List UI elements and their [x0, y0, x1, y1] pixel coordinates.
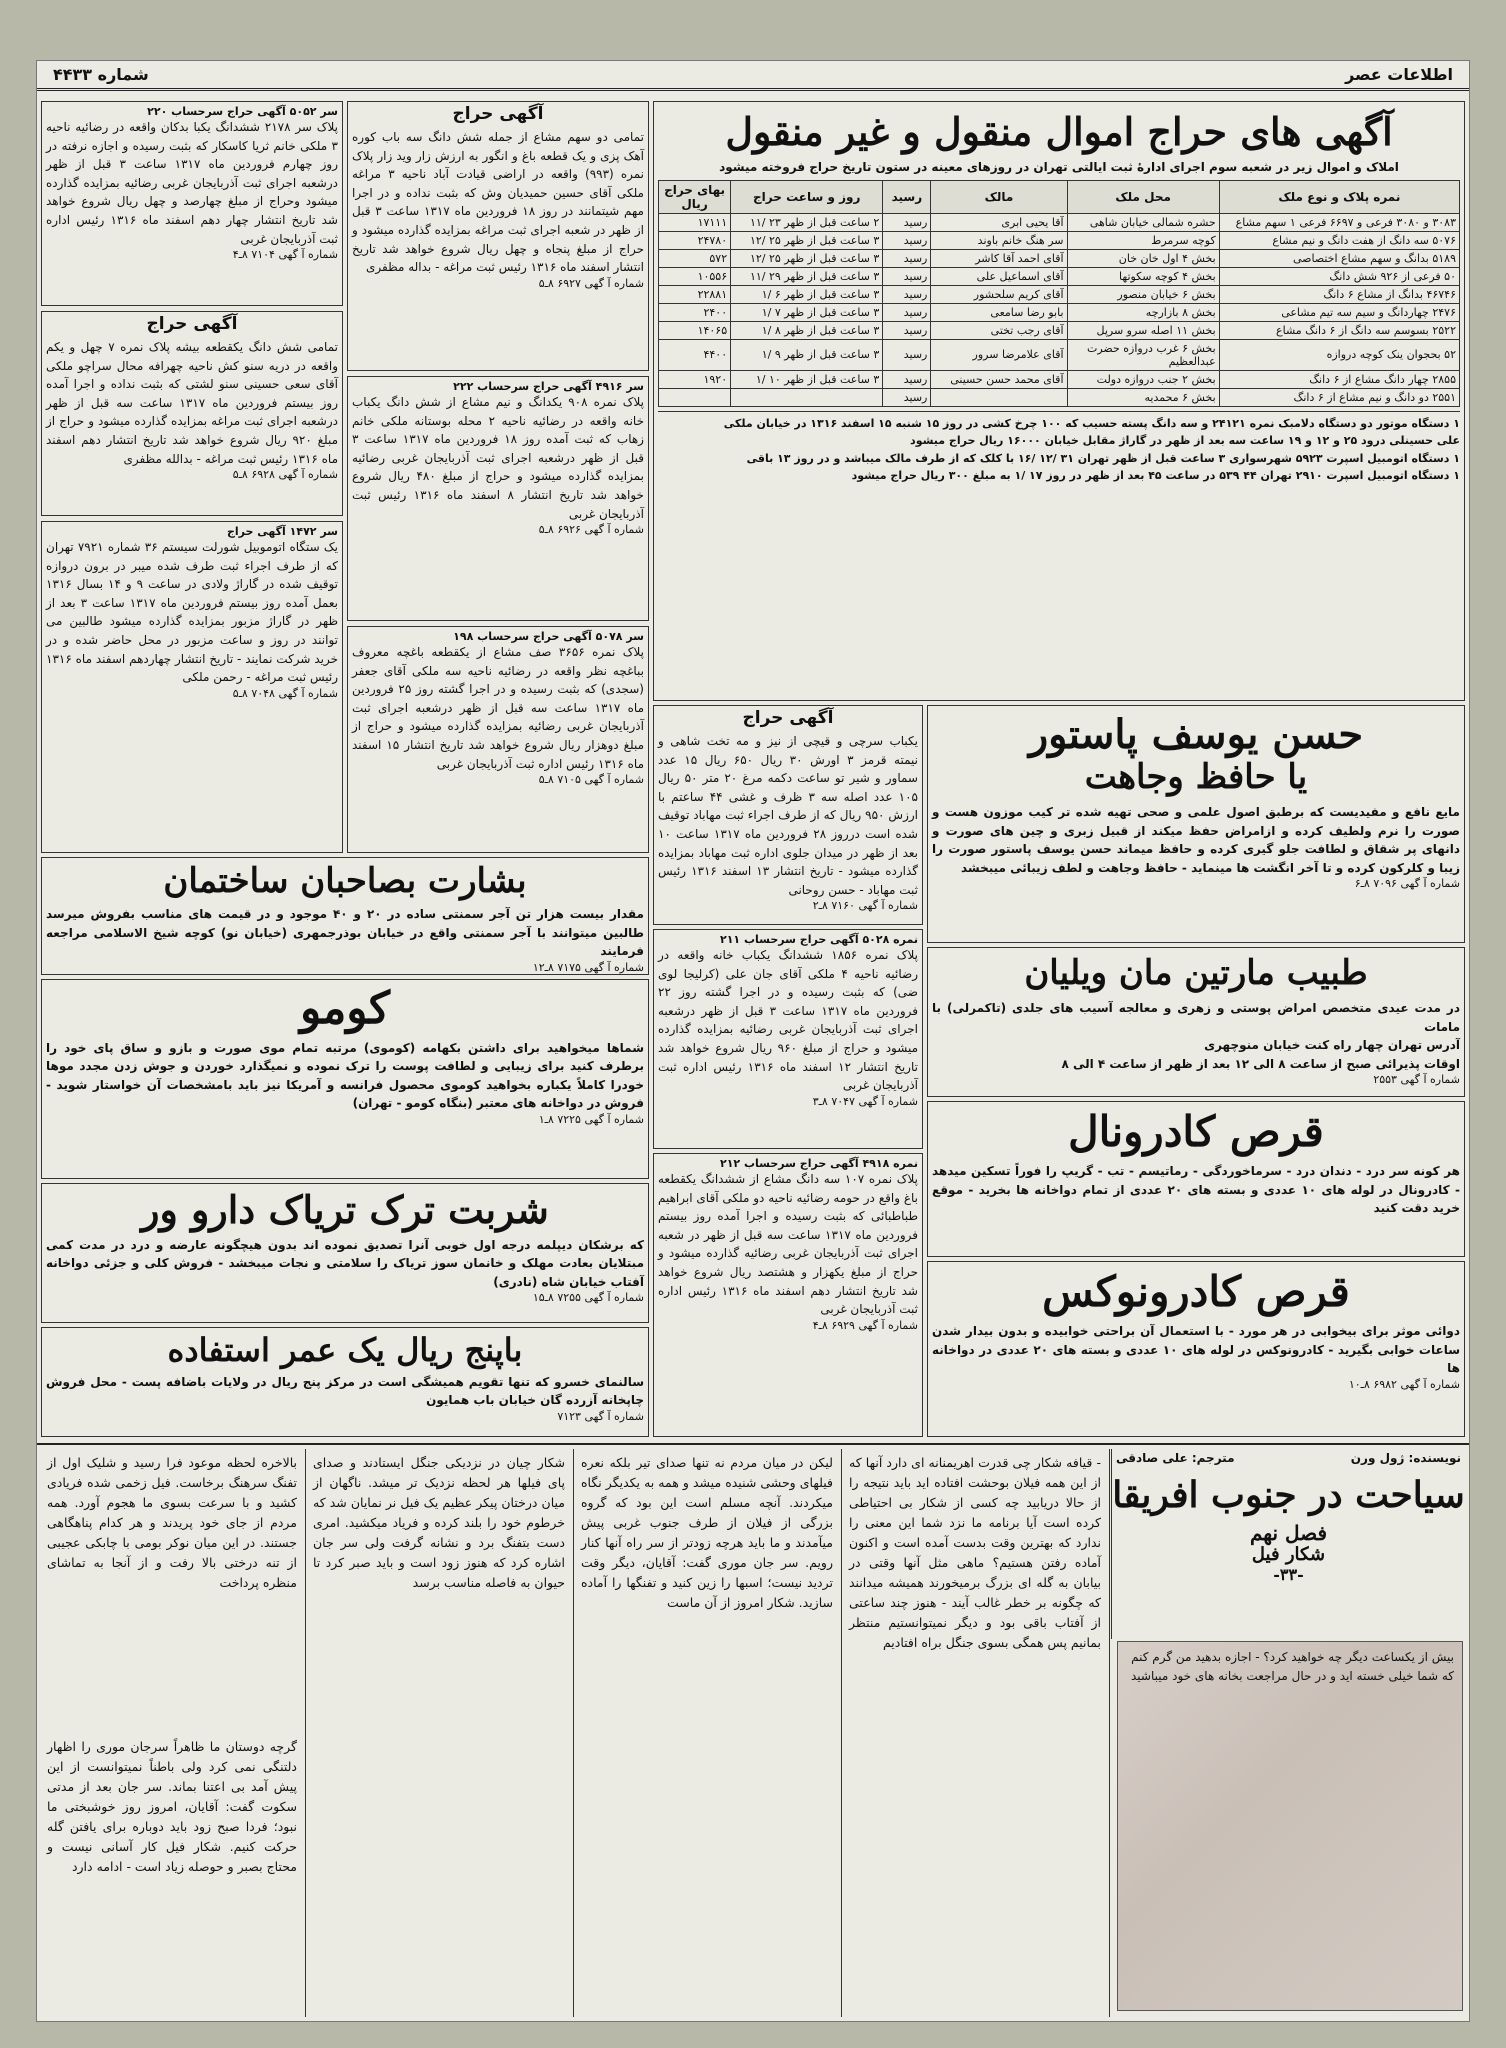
- cell: آقای کریم سلحشور: [931, 285, 1067, 303]
- ad-footer: شماره آ گهی ۷۰۴۷ ۸ـ۳: [812, 1094, 918, 1108]
- builders-footer: شماره آ گهی ۷۱۷۵ ۸ـ۱۲: [532, 960, 644, 974]
- ad-body: پلاک نمره ۱۰۷ سه دانگ مشاع از ششدانگ یکقطعه باغ واقع در حومه رضائیه ناحیه دو ملکی آقای ابراهیم طباطبائی که بثبت رسیده و اجرا آمده روز بیستم فروردین ماه ۱۳۱۷ ساعت سه قبل از ظهر در شعبه اجرای ثبت آذربایجان غربی رضائیه گذارده میشود و حراج از مبلغ یکهزار و هشتصد ریال شروع خواهد شد تاریخ انتشار دهم اسفند ماه ۱۳۱۶ رئیس اداره ثبت آذربایجان غربی: [658, 1172, 918, 1317]
- auction-note: ۱ دستگاه موتور دو دستگاه دلامبک نمره ۲۴۱۲۱ و سه دانگ پسته حسیب که ۱۰۰ چرخ کشی در روز ۱۵ شنبه ۱۵ اسفند ۱۳۱۶ در خیابان ملکی: [723, 416, 1460, 430]
- pasteur-body: مایع نافع و مفیدیست که برطبق اصول علمی و صحی تهیه شده تر کیب موزون هست و صورت را نرم ولطیف کرده و ازامراض حفظ میکند از قبیل زبری و چین های صورت و دانهای پر شقاق و لطافت جلو گیری کرده و حافظ میماند حسن یوسف پاستور صورت را زیبا و کلرکون کرده و تا آخر انگشت ها مینماید - حافظ وجاهت و لطف زیبائی میبخشد: [932, 805, 1460, 875]
- serial-chapter-title: شکار فیل: [1251, 1544, 1326, 1566]
- cell: بخش ۶ خیابان منصور: [1067, 285, 1219, 303]
- kumo-title: کومو: [300, 983, 390, 1034]
- ad-col1b-3: [653, 1153, 923, 1437]
- cell: رسید: [883, 285, 931, 303]
- cell: [659, 388, 731, 406]
- table-row: [659, 388, 1460, 406]
- serial-credits: [1112, 1449, 1465, 1467]
- serial-col-5: گرچه دوستان ما ظاهراً سرجان موری را اظهار دلتنگی نمی کرد ولی باطناً نمیتوانست از این پیش آمد بی اعتنا بماند. سر جان بعد از مدتی سکوت گفت: آقایان، امروز روز خوشبختی ما نبود؛ فردا صبح زود باید دوباره برای یافتن گله حرکت کنیم. شکار فیل کار آسانی نیست و محتاج بصبر و حوصله زیاد است - ادامه دارد: [47, 1739, 297, 1874]
- table-row: [659, 321, 1460, 339]
- kadronox-ad: [927, 1261, 1465, 1437]
- cell: [731, 388, 883, 406]
- cell: ۳ ساعت قبل از ظهر ۸ /۱: [731, 321, 883, 339]
- kadronal-body: هر کونه سر درد - دندان درد - سرماخوردگی - رماتیسم - تب - گریپ را فوراً تسکین میدهد - کادرونال در لوله های ۱۰ عددی و بسته های ۲۰ عددی از تمام دواخانه ها بخرید - موقع خرید دقت کنید: [932, 1164, 1461, 1216]
- ad-code: سر ۱۴۷۲ آگهی حراج: [226, 525, 338, 538]
- cell: ۵۰۷۶ سه دانگ از هفت دانگ و نیم مشاع: [1219, 231, 1459, 249]
- photo-caption: بیش از یکساعت دیگر چه خواهید کرد؟ - اجازه بدهید من گرم کنم که شما خیلی خسته اید و در حال مراجعت بخانه های خود میباشید: [1131, 1650, 1454, 1683]
- cell: ۳ ساعت قبل از ظهر ۲۵ /۱۲: [731, 249, 883, 267]
- cell: رسید: [883, 249, 931, 267]
- ad-footer: شماره آ گهی ۶۹۲۹ ۸ـ۴: [812, 1318, 918, 1332]
- col-receipt: رسید: [883, 180, 931, 213]
- masthead: [37, 61, 1469, 91]
- serial-col-2: لیکن در میان مردم نه تنها صدای تیر بلکه نعره فیلهای وحشی شنیده میشد و همه به یکدیگر نگاه میکردند. آنچه مسلم است این بود که گروه بزرگی از فیلان از طرف جنوب غربی پیش میآمدند و ما باید هرچه زودتر از سر راه آنها کنار رویم. سر جان موری گفت: آقایان، دیگر وقت تردید نیست؛ اسبها را زین کنید و تفنگها را آماده سازید. شکار امروز از آن ماست: [581, 1455, 833, 1610]
- cell: ۲۸۵۵ چهار دانگ مشاع از ۶ دانگ: [1219, 370, 1459, 388]
- col-plate: نمره پلاک و نوع ملک: [1219, 180, 1459, 213]
- cell: ۳ ساعت قبل از ظهر ۱۰ /۱: [731, 370, 883, 388]
- table-row: [659, 370, 1460, 388]
- pasteur-ad: [927, 705, 1465, 943]
- ad-body: تمامی دو سهم مشاع از جمله شش دانگ سه باب کوره آهک پزی و یک قطعه باغ و انگور به ارزش زار وید زار پلاک نمره (۹۹۳) واقعه در اراضی قیادت آباد ناحیه ۳ مراغه ملکی آقای حسین حمیدیان وش که بثبت نداده و در اجرا مهم شیتمانند در روز ۱۸ فروردین ماه ۱۳۱۷ ساعت ۳ قبل از ظهر در شعبه اجرای ثبت مراغه بمزایده گذارده میشود و حراج از مبلغ پنجاه و چهل ریال شروع خواهد شد تاریخ انتشار اسفند ماه ۱۳۱۶ رئیس ثبت مراغه - بداله مظفری: [352, 130, 645, 275]
- cell: رسید: [883, 231, 931, 249]
- opium-footer: شماره آ گهی ۷۲۵۵ ۸ـ۱۵: [532, 1291, 644, 1305]
- calendar-title: باپنج ریال یک عمر استفاده: [167, 1331, 523, 1369]
- ad-footer: شماره آ گهی ۶۹۲۸ ۸ـ۵: [232, 468, 338, 482]
- ad-col2-1: [347, 101, 649, 371]
- ad-title: آگهی حراج: [146, 314, 238, 334]
- serial-chapter: فصل نهم: [1249, 1521, 1328, 1546]
- cell: آقای محمد حسن حسینی: [931, 370, 1067, 388]
- kumo-footer: شماره آ گهی ۷۲۲۵ ۸ـ۱: [538, 1112, 644, 1126]
- ad-footer: شماره آ گهی ۷۱۰۴ ۸ـ۴: [232, 248, 338, 262]
- ad-body: پلاک نمره ۱۸۵۶ ششدانگ یکباب خانه واقعه در رضائیه ناحیه ۴ ملکی آقای جان علی (کرلیجا لوی ضی) که بثبت رسیده و در اجرا گشته روز ۲۲ فروردین ماه ۱۳۱۷ ساعت ۳ قبل از ظهر درشعبه اجرای ثبت آذربایجان غربی رضائیه بمزایده گذارده میشود و حراج از مبلغ ۹۶۰ ریال شروع خواهد شد تاریخ انتشار ۱۲ اسفند ماه ۱۳۱۶ رئیس اداره ثبت آذربایجان غربی: [658, 948, 918, 1093]
- cell: رسید: [883, 267, 931, 285]
- pasteur-subtitle: یا حافظ وجاهت: [1084, 757, 1308, 797]
- cell: بخش ۸ بازارچه: [1067, 303, 1219, 321]
- kadronox-title: قرص کادرونوکس: [1042, 1267, 1350, 1316]
- kumo-body: شماها میخواهید برای داشتن بکهامه (کوموی) مرتبه تمام موی صورت و بازو و ساق پای خود را برطرف کنید برای زیبایی و لطافت پوست را ترک نموده و نمیگذارد خوردن و جوش زدن مجدد موها خودرا کاملاً یکباره بخواهید کوموی محصول فرانسه و آمریکا نیز باید بامشخصات آن خواستار شوید - فروش در دواخانه های معتبر (بنگاه کومو - تهران): [46, 1040, 644, 1111]
- cell: کوچه سرمرط: [1067, 231, 1219, 249]
- pasteur-title: حسن یوسف پاستور: [1028, 711, 1364, 758]
- kumo-ad: [41, 979, 649, 1179]
- ad-code: سر ۴۹۱۶ آگهی حراج سرحساب ۲۲۲: [453, 380, 644, 393]
- table-row: [659, 267, 1460, 285]
- opium-title: شربت ترک تریاک دارو ور: [141, 1187, 549, 1232]
- ad-code: سر ۵۰۵۲ آگهی حراج سرحساب ۲۲۰: [147, 105, 338, 118]
- opium-ad: [41, 1183, 649, 1323]
- doctor-hours: اوقات پذیرائی صبح از ساعت ۸ الی ۱۲ بعد از ظهر از ساعت ۴ الی ۸: [1061, 1056, 1460, 1071]
- serial-translator: مترجم: علی صادقی: [1116, 1451, 1235, 1465]
- cell: رسید: [883, 370, 931, 388]
- cell: ۱۷۱۱۱: [659, 213, 731, 231]
- serial-author: نویسنده: ژول ورن: [1350, 1451, 1461, 1465]
- ad-body: یکباب سرچی و قیچی از نیز و مه تخت شاهی و نیمته قرمز ۳ اورش ۳۰ ریال ۶۵۰ ریال ۱۵ عدد سماور و شیر تو ساعت دکمه مرغ ۲۰ متر ۵۰ ریال ۱۰۵ عدد اصله سه ۳ ظرف و غشی ۴۴ ساعتم با ارزش ۹۵۰ ریال که از طرف اجراء ثبت مهاباد توقیف شده است درروز ۲۸ فروردین ماه ۱۳۱۷ ساعت ۱۰ بعد از ظهر در میدان جلوی اداره ثبت مهاباد بمزایده گذارده میشود - تاریخ انتشار ۱۳ اسفند ۱۳۱۶ رئیس ثبت مهاباد - حسن روحانی: [658, 734, 919, 897]
- ad-body: پلاک نمره ۳۶۵۶ صف مشاع از یکقطعه باغچه معروف بباغچه نظر واقعه در رضائیه ناحیه سه ملکی آقای جعفر (سجدی) که بثبت رسیده و در اجرا گشته روز ۲۵ فروردین ماه ۱۳۱۷ ساعت سه قبل از ظهر درشعبه اجرای ثبت آذربایجان غربی رضائیه بمزایده گذارده میشود و حراج از مبلغ دوهزار ریال شروع خواهد شد تاریخ انتشار ۱۵ اسفند ماه ۱۳۱۶ رئیس اداره ثبت آذربایجان غربی: [352, 645, 644, 771]
- kadronal-title: قرص کادرونال: [1068, 1107, 1324, 1156]
- ad-col2-3: [347, 626, 649, 853]
- cell: ۱۰۵۵۶: [659, 267, 731, 285]
- ad-body: پلاک سر ۲۱۷۸ ششدانگ یکبا بدکان واقعه در رضائیه ناحیه ۳ ملکی خانم ثریا کاسکار که بثبت رسیده و اجازه نرفته در روز چهارم فروردین ماه ۱۳۱۷ ساعت ۳ قبل از ظهر درشعبه اجرای ثبت آذربایجان غربی رضائیه بمزایده گذارده میشود وحراج از مبلغ چهارصد و چهل ریال شروع خواهد شد تاریخ انتشار چهار دهم اسفند ماه ۱۳۱۶ رئیس اداره ثبت آذربایجان غربی: [46, 120, 339, 246]
- serial-col-3: شکار چیان در نزدیکی جنگل ایستادند و صدای پای فیلها هر لحظه نزدیک تر میشد. ناگهان از میان درختان پیکر عظیم یک فیل نر نمایان شد که خرطوم خود را بلند کرده و فریاد میکشید. امری دست بتفنگ برد و نشانه گرفت ولی سر جان اشاره کرد که هنوز زود است و باید صبر کرد تا حیوان به فاصله مناسب برسد: [313, 1455, 565, 1590]
- cell: ۵۲ بحجوان ینک کوچه دروازه: [1219, 339, 1459, 370]
- auction-title: آگهی های حراج اموال منقول و غیر منقول: [725, 109, 1393, 154]
- newspaper-name: اطلاعات عصر: [1345, 65, 1453, 84]
- cell: آقای رجب تختی: [931, 321, 1067, 339]
- ad-col1b-1: [653, 705, 923, 925]
- cell: رسید: [883, 339, 931, 370]
- cell: ۳ ساعت قبل از ظهر ۶ /۱: [731, 285, 883, 303]
- auction-table: [658, 180, 1460, 407]
- table-row: [659, 249, 1460, 267]
- ad-footer: شماره آ گهی ۶۹۲۷ ۸ـ۵: [538, 276, 644, 290]
- cell: بابو رضا سامعی: [931, 303, 1067, 321]
- cell: ۲۲۸۸۱: [659, 285, 731, 303]
- cell: ۲۵۲۲ بسوسم سه دانگ از ۶ دانگ مشاع: [1219, 321, 1459, 339]
- serial-header: [1111, 1449, 1465, 1639]
- pasteur-footer: شماره آ گهی ۷۰۹۶ ۸ـ۶: [1354, 877, 1460, 891]
- doctor-footer: شماره آ گهی ۲۵۵۳: [1373, 1073, 1460, 1087]
- cell: ۱۹۲۰: [659, 370, 731, 388]
- cell: رسید: [883, 213, 931, 231]
- cell: ۳ ساعت قبل از ظهر ۹ /۱: [731, 339, 883, 370]
- builders-ad: [41, 857, 649, 975]
- cell: بخش ۴ اول خان خان: [1067, 249, 1219, 267]
- table-row: [659, 303, 1460, 321]
- col-location: محل ملک: [1067, 180, 1219, 213]
- cell: بخش ۶ غرب دروازه حضرت عبدالعظیم: [1067, 339, 1219, 370]
- calendar-footer: شماره آ گهی ۷۱۲۳: [557, 1409, 644, 1423]
- cell: بخش ۲ جنب دروازه دولت: [1067, 370, 1219, 388]
- ad-body: پلاک نمره ۹۰۸ یکدانگ و نیم مشاع از شش دانگ یکباب خانه واقعه در رضائیه ناحیه ۲ محله بوستانه ملکی خانم زهاب که ثبت آمده روز ۱۸ فروردین ماه ۱۳۱۷ ساعت ۳ قبل از ظهر درشعبه اجرای ثبت آذربایجان غربی رضائیه بمزایده گذارده میشود و حراج از مبلغ ۴۸۰ ریال شروع خواهد شد تاریخ انتشار ۸ اسفند ماه ۱۳۱۶ رئیس ثبت آذربایجان غربی: [352, 395, 645, 521]
- cell: ۳ ساعت قبل از ظهر ۲۵ /۱۲: [731, 231, 883, 249]
- col-owner: مالک: [931, 180, 1067, 213]
- cell: بخش ۴ کوچه سکوتها: [1067, 267, 1219, 285]
- cell: ۳۰۸۳ و ۳۰۸۰ فرعی و ۶۶۹۷ فرعی ۱ سهم مشاع: [1219, 213, 1459, 231]
- cell: آقای اسماعیل علی: [931, 267, 1067, 285]
- ad-footer: شماره آ گهی ۷۱۶۰ ۸ـ۲: [812, 899, 918, 913]
- ad-code: نمره ۵۰۲۸ آگهی حراج سرحساب ۲۱۱: [720, 933, 918, 946]
- col-rule: [1109, 1449, 1110, 2017]
- table-row: [659, 213, 1460, 231]
- cell: ۴۴۰۰: [659, 339, 731, 370]
- cell: ۵۰ فرعی از ۹۲۶ شش دانگ: [1219, 267, 1459, 285]
- cell: بخش ۱۱ اصله سرو سرپل: [1067, 321, 1219, 339]
- ad-col1b-2: [653, 929, 923, 1149]
- kadronox-footer: شماره آ گهی ۶۹۸۲ ۸ـ۱۰: [1348, 1378, 1460, 1392]
- cell: سر هنگ خانم باوند: [931, 231, 1067, 249]
- cell: ۳ ساعت قبل از ظهر ۷ /۱: [731, 303, 883, 321]
- ad-col3-1: [41, 101, 343, 306]
- cell: آقای احمد آقا کاشر: [931, 249, 1067, 267]
- cell: ۳ ساعت قبل از ظهر ۲۹ /۱۱: [731, 267, 883, 285]
- ad-code: نمره ۴۹۱۸ آگهی حراج سرحساب ۲۱۲: [720, 1157, 918, 1170]
- cell: ۴۶۷۴۶ بدانگ از مشاع ۶ دانگ: [1219, 285, 1459, 303]
- cell: ۲۴۷۸۰: [659, 231, 731, 249]
- cell: [931, 388, 1067, 406]
- serial-part: -۳۳-: [1273, 1565, 1304, 1585]
- auction-notes: [658, 411, 1460, 485]
- table-row: [659, 285, 1460, 303]
- cell: ۲ ساعت قبل از ظهر ۲۳ /۱۱: [731, 213, 883, 231]
- ad-body: تمامی شش دانگ یکقطعه بیشه پلاک نمره ۷ چهل و یکم واقعه در دریه سنو کش ناحیه چهرافه محال سراچو ملکی آقای سعی حسینی سنو لشتی که بثبت نداده و اجرا آمده روز بیستم فروردین ماه ۱۳۱۷ ساعت سه قبل از ظهر درشعبه اجرای ثبت مراغه بمزایده گذارده میشود و حراج از مبلغ ۹۲۰ ریال شروع خواهد شد تاریخ انتشار دهم اسفند ماه ۱۳۱۶ رئیس ثبت مراغه - بدالله مظفری: [46, 340, 338, 466]
- table-row: [659, 231, 1460, 249]
- opium-body: که برشکان دیپلمه درجه اول خوبی آنرا تصدیق نموده اند بدون هیچگونه عارضه و درد در مدت کمی مبتلایان بعادت مهلک و خانمان سوز تریاک را سلامتی و نجات میبخشد - فروش کلی و جزئی دواخانه آفتاب خیابان شاه (نادری): [46, 1237, 644, 1289]
- ad-col2-2: [347, 376, 649, 621]
- col-price: بهای حراج ریال: [659, 180, 731, 213]
- cell: ۱۴۰۶۵: [659, 321, 731, 339]
- cell: ۲۴۷۶ چهاردانگ و سیم سه تیم مشاعی: [1219, 303, 1459, 321]
- cell: رسید: [883, 303, 931, 321]
- ad-title: آگهی حراج: [742, 708, 834, 728]
- serial-divider: [37, 1443, 1469, 1445]
- serial-title: سیاحت در جنوب افریقا: [1112, 1474, 1465, 1516]
- calendar-body: سالنمای خسرو که تنها تقویم همیشگی است در مرکز پنج ریال در ولایات باضافه پست - محل فروش چاپخانه آزرده گان خیابان باب همایون: [46, 1374, 644, 1408]
- table-row: [659, 339, 1460, 370]
- cell: رسید: [883, 321, 931, 339]
- cell: بخش ۶ محمدیه: [1067, 388, 1219, 406]
- calendar-ad: [41, 1327, 649, 1437]
- auction-header-row: [659, 180, 1460, 213]
- serial-col-4: بالاخره لحظه موعود فرا رسید و شلیک اول از تفنگ سرهنگ برخاست. فیل زخمی شده فریادی کشید و با سرعت بسوی ما هجوم آورد. همه مردم از جای خود پریدند و هر کدام پناهگاهی جستند. در این میان نوکر بومی با چابکی عجیبی از تنه درختی بالا رفت و از آنجا به تماشای منظره پرداخت: [47, 1455, 297, 1590]
- cell: آقای علامرضا سرور: [931, 339, 1067, 370]
- cell: ۲۵۵۱ دو دانگ و نیم مشاع از ۶ دانگ: [1219, 388, 1459, 406]
- kadronox-body: دوائی موثر برای بیخوابی در هر مورد - با استعمال آن براحتی خوابیده و بدون بیدار شدن ساعات خوابی بگیرید - کادرونوکس در لوله های ۱۰ عددی و بسته های ۲۰ عددی در دواخانه ها: [932, 1324, 1461, 1376]
- doctor-title: طبیب مارتین مان ویلیان: [1024, 953, 1368, 993]
- auction-subtitle: املاک و اموال زیر در شعبه سوم اجرای ادارهٔ ثبت ایالتی تهران در روزهای معینه در ستون تاریخ حراج فروخته میشود: [719, 159, 1399, 174]
- cell: ۵۷۲: [659, 249, 731, 267]
- newspaper-page: [36, 60, 1470, 2022]
- cell: ۵۱۸۹ بدانگ و سهم مشاع اختصاصی: [1219, 249, 1459, 267]
- doctor-ad: [927, 947, 1465, 1097]
- ad-footer: شماره آ گهی ۶۹۲۶ ۸ـ۵: [538, 523, 644, 537]
- auction-note: ۱ دستگاه اتومبیل اسپرت ۵۹۲۳ شهرسواری ۳ ساعت قبل از ظهر تهران ۳۱ /۱۲ /۱۶ با کلک که از طرف مالک میباشد و در روز ۱۳ باقی: [746, 451, 1460, 465]
- doctor-address: آدرس تهران چهار راه کنت خیابان منوچهری: [1204, 1038, 1460, 1053]
- col-date: روز و ساعت حراج: [731, 180, 883, 213]
- issue-number: شماره ۴۴۳۳: [53, 65, 149, 84]
- builders-title: بشارت بصاحبان ساختمان: [163, 861, 527, 901]
- ad-body: یک ستگاه اتوموبیل شورلت سیستم ۳۶ شماره ۷۹۲۱ تهران که از طرف اجراء ثبت طرف شده میبر در برون دروازه توقیف شده در گاراژ ولادی در ساعت ۹ و ۱۴ بسال ۱۳۱۶ بعمل آمده روز بیستم فروردین ماه ۱۳۱۷ ساعت ۳ بعد از ظهر در گاراژ مزبور بمزایده گذارده میشود طالبین می توانند در روز و ساعت مزبور در محل حاضر شده و در خرید شرکت نمایند - تاریخ انتشار چهاردهم اسفند ماه ۱۳۱۶ رئیس ثبت مراغه - رحمن ملکی: [46, 540, 339, 685]
- ad-footer: شماره آ گهی ۷۱۰۵ ۸ـ۵: [538, 773, 644, 787]
- cell: حشره شمالی خیابان شاهی: [1067, 213, 1219, 231]
- doctor-body: در مدت عیدی متخصص امراض پوستی و زهری و معالجه آسیب های جلدی (تاکمرلی) با مامات: [932, 1001, 1460, 1034]
- serial-col-1: - قیافه شکار چی قدرت اهریمنانه ای دارد آنها که از این همه فیلان بوحشت افتاده اید باید نتیجه را از حالا دریابید چه کسی از شکار بی احتیاطی کرده است آیا برنامه ما نزد شما این معنی را ندارد که بهترین وقت بدست آمده است و اکنون آماده رفتن هستیم؟ ماهی مثل آنها وقتی در بیابان به گله ای بزرگ برمیخورند همیشه میدانند که چگونه بر خطر غالب آیند - هنوز چند ساعتی از آفتاب باقی بود و دیگر نمیتوانستیم منتظر بمانیم پس همگی بسوی جنگل براه افتادیم: [849, 1455, 1101, 1650]
- builders-body: مقدار بیست هزار تن آجر سمنتی ساده در ۲۰ و ۴۰ موجود و در قیمت های مناسب بفروش میرسد طالبین میتوانند با آجر سمنتی واقع در خیابان بوذرجمهری (خیابان نو) کوچه شیخ الاسلامی مراجعه فرمایند: [46, 907, 644, 959]
- col-rule: [305, 1449, 306, 2017]
- auction-note: ۱ دستگاه اتومبیل اسپرت ۲۹۱۰ تهران ۴۴ ۵۳۹ در ساعت ۴۵ بعد از ظهر در روز ۱۷ /۱ به مبلغ ۳۰۰ ریال حراج میشود: [851, 469, 1460, 483]
- col-rule: [573, 1449, 574, 2017]
- cell: آقا یحیی ابری: [931, 213, 1067, 231]
- cell: رسید: [883, 388, 931, 406]
- col-rule: [841, 1449, 842, 2017]
- ad-code: سر ۵۰۷۸ آگهی حراج سرحساب ۱۹۸: [453, 630, 644, 643]
- auction-note: علی حسینلی درود ۲۵ و ۱۲ و ۱۹ ساعت سه بعد از ظهر در گاراژ مقابل خیابان ۱۶۰۰۰ ریال حراج میشود: [910, 434, 1460, 448]
- ad-title: آگهی حراج: [452, 104, 544, 124]
- ad-col3-2: [41, 311, 343, 516]
- ad-col3-3: [41, 521, 343, 853]
- ad-footer: شماره آ گهی ۷۰۴۸ ۸ـ۵: [232, 686, 338, 700]
- kadronal-ad: [927, 1101, 1465, 1257]
- serial-photo: [1117, 1641, 1463, 2011]
- cell: ۲۴۰۰: [659, 303, 731, 321]
- auction-section: [653, 101, 1465, 701]
